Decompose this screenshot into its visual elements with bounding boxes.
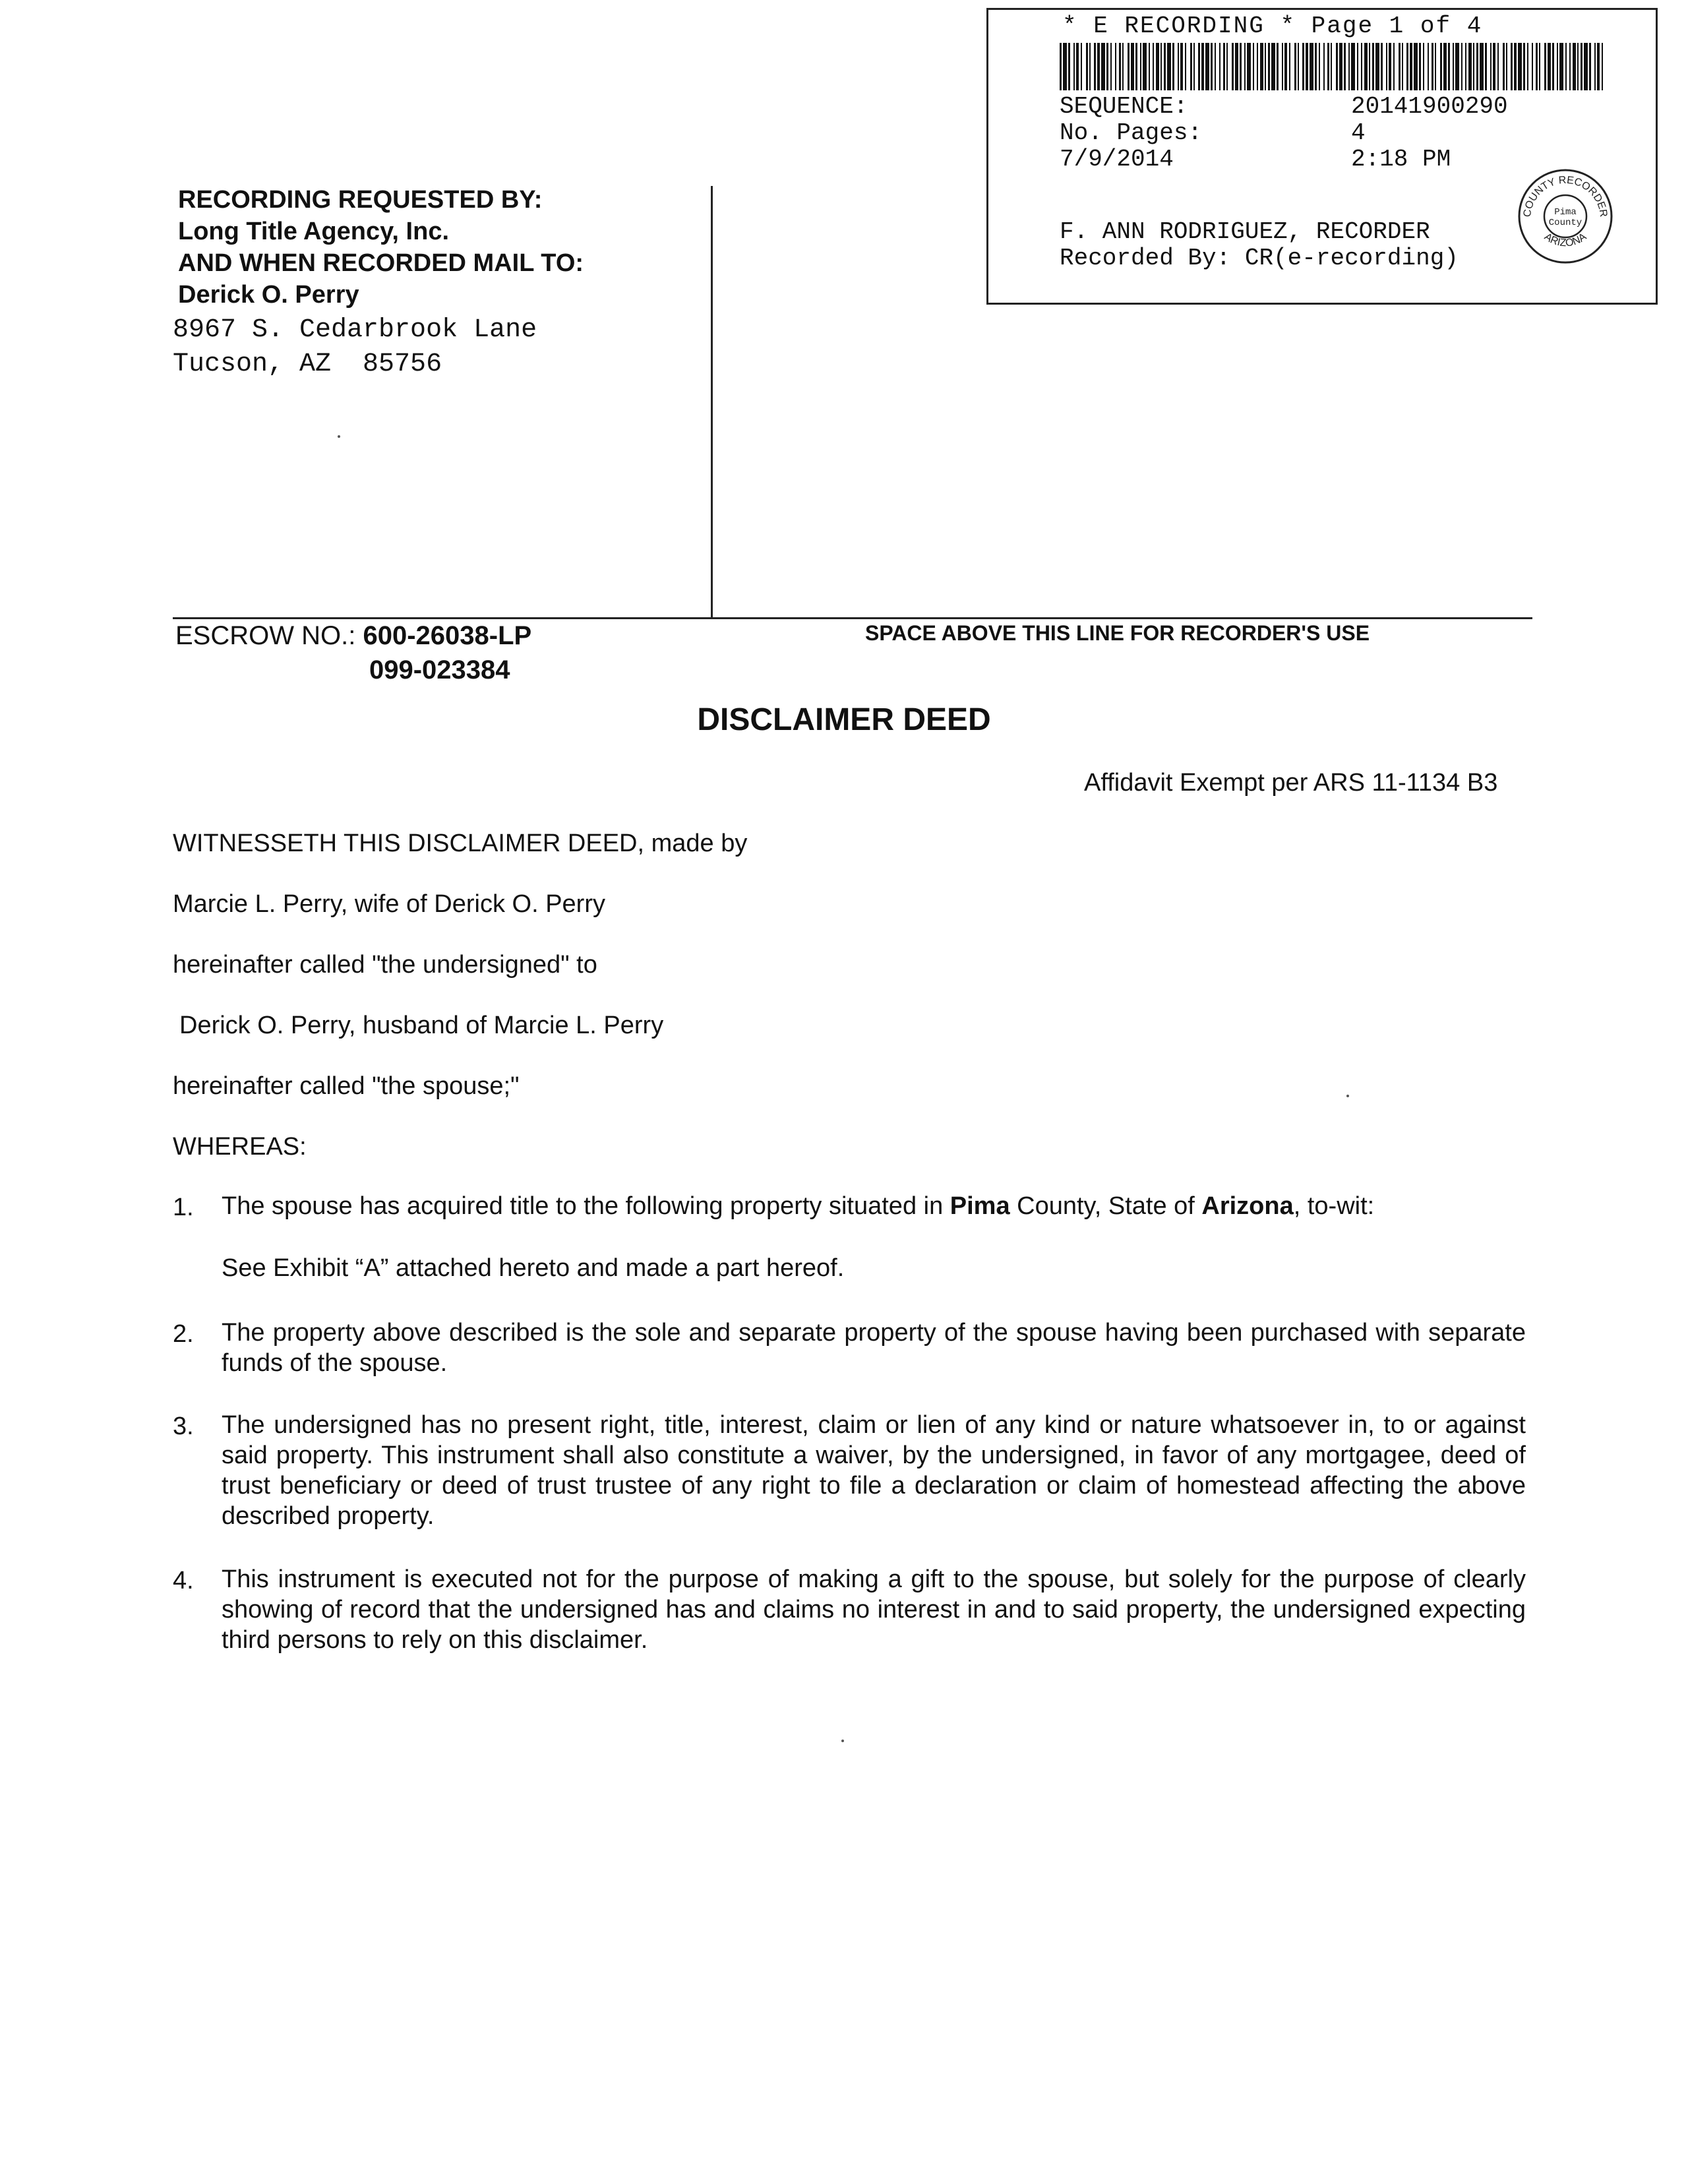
sequence-value: 20141900290: [1351, 93, 1508, 120]
item-4-text: This instrument is executed not for the purpose of making a gift to the spouse, but solely for the purpose of clearly showing of record that the undersigned has and claims no interest in and to said property, the undersigned expecting third persons to rely on this disclaimer.: [222, 1565, 1526, 1654]
recorded-by: Recorded By: CR(e-recording): [1060, 245, 1459, 272]
barcode-bar: [1603, 43, 1607, 90]
svg-text:Pima: Pima: [1554, 207, 1577, 218]
escrow-number: [175, 621, 531, 651]
recording-time: 2:18 PM: [1351, 146, 1451, 173]
item-1-mid: County, State of: [1010, 1192, 1202, 1220]
witnesseth-line: WITNESSETH THIS DISCLAIMER DEED, made by: [173, 830, 748, 857]
escrow-number-2: 099-023384: [369, 655, 510, 684]
item-1-state: Arizona: [1201, 1192, 1294, 1220]
mail-to-label: AND WHEN RECORDED MAIL TO:: [178, 249, 584, 277]
pages-value: 4: [1351, 119, 1366, 146]
item-1-county: Pima: [950, 1192, 1010, 1220]
recorder-use-line: [173, 617, 1532, 619]
item-3-text: The undersigned has no present right, title, interest, claim or lien of any kind or nature whatsoever in, to or against said property. This instrument shall also constitute a waiver, by the undersigned, in favor of any mortgagee, deed of trust beneficiary or deed of trust trustee of any right to file a declaration or claim of homestead affecting the above described property.: [222, 1411, 1526, 1530]
item-2-text: The property above described is the sole and separate property of the spouse having been purchased with separate funds of the spouse.: [222, 1319, 1526, 1377]
item-4-number: 4.: [173, 1567, 194, 1594]
spouse-line: hereinafter called "the spouse;": [173, 1072, 520, 1100]
whereas-line: WHEREAS:: [173, 1133, 307, 1161]
item-1-text: [222, 1191, 1526, 1221]
item-1-exhibit: See Exhibit “A” attached hereto and made a part hereof.: [222, 1254, 845, 1282]
document-title: DISCLAIMER DEED: [697, 702, 991, 737]
grantor-line: Marcie L. Perry, wife of Derick O. Perry: [173, 890, 605, 918]
recording-requested-label: RECORDING REQUESTED BY:: [178, 186, 543, 214]
escrow-label: ESCROW NO.:: [175, 621, 356, 650]
mail-to-city: Tucson, AZ 85756: [173, 349, 442, 379]
mail-to-street: 8967 S. Cedarbrook Lane: [173, 315, 537, 345]
svg-text:COUNTY RECORDER: COUNTY RECORDER: [1521, 174, 1610, 218]
scan-speck: [841, 1740, 844, 1742]
scan-speck: [338, 435, 340, 438]
county-recorder-seal: [1516, 167, 1615, 266]
space-above-note: SPACE ABOVE THIS LINE FOR RECORDER'S USE: [865, 621, 1370, 645]
scan-speck: [1346, 1095, 1349, 1097]
grantee-line: Derick O. Perry, husband of Marcie L. Perry: [179, 1012, 664, 1039]
vertical-divider: [711, 186, 713, 619]
pages-label: No. Pages:: [1060, 119, 1203, 146]
svg-text:ARIZONA: ARIZONA: [1542, 231, 1589, 249]
item-1-number: 1.: [173, 1194, 194, 1221]
item-1-post: , to-wit:: [1293, 1192, 1375, 1220]
escrow-number-value: 600-26038-LP: [363, 621, 532, 650]
item-3-number: 3.: [173, 1412, 194, 1440]
svg-text:County: County: [1548, 218, 1582, 228]
mail-to-name: Derick O. Perry: [178, 281, 359, 309]
recorder-name: F. ANN RODRIGUEZ, RECORDER: [1060, 218, 1430, 245]
undersigned-line: hereinafter called "the undersigned" to: [173, 951, 597, 979]
affidavit-exempt: Affidavit Exempt per ARS 11-1134 B3: [1084, 769, 1498, 797]
item-1-pre: The spouse has acquired title to the following property situated in: [222, 1192, 950, 1220]
recording-date: 7/9/2014: [1060, 146, 1174, 173]
requested-by-company: Long Title Agency, Inc.: [178, 218, 450, 245]
barcode: [1060, 43, 1613, 90]
recorder-stamp-box: [986, 8, 1658, 305]
sequence-label: SEQUENCE:: [1060, 93, 1188, 120]
item-2-number: 2.: [173, 1320, 194, 1348]
recording-header: * E RECORDING * Page 1 of 4: [1062, 13, 1483, 40]
